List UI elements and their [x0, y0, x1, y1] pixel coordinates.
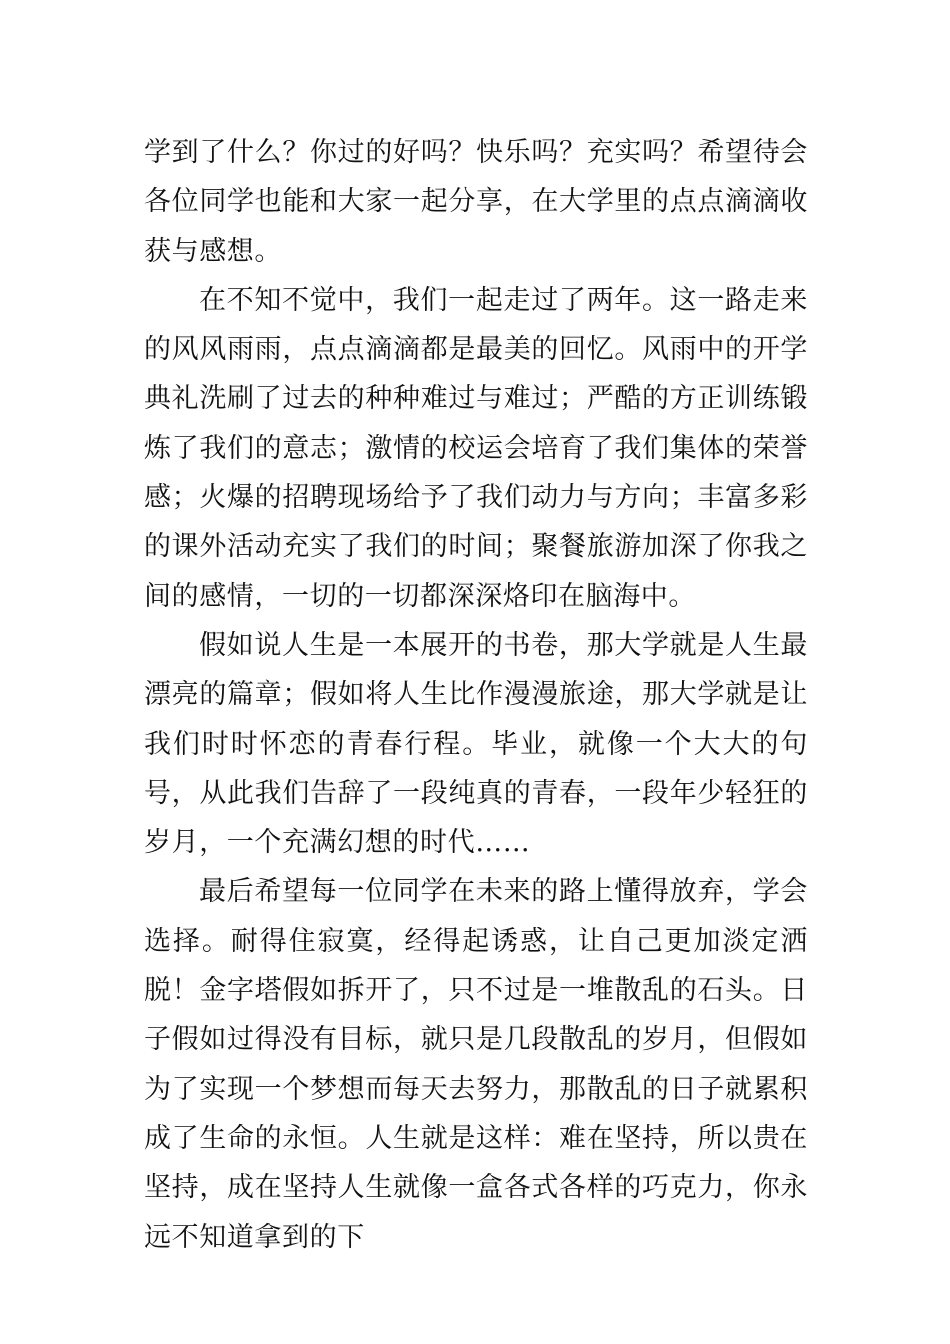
- document-body: [144, 128, 808, 1262]
- paragraph-3: 假如说人生是一本展开的书卷，那大学就是人生最漂亮的篇章；假如将人生比作漫漫旅途，那大学就是让我们时时怀恋的青春行程。毕业，就像一个大大的句号，从此我们告辞了一段纯真的青春，一段年少轻狂的岁月，一个充满幻想的时代……: [144, 629, 808, 859]
- paragraph-1: 学到了什么？你过的好吗？快乐吗？充实吗？希望待会各位同学也能和大家一起分享，在大学里的点点滴滴收获与感想。: [144, 137, 808, 267]
- paragraph-2: 在不知不觉中，我们一起走过了两年。这一路走来的风风雨雨，点点滴滴都是最美的回忆。风雨中的开学典礼洗刷了过去的种种难过与难过；严酷的方正训练锻炼了我们的意志；激情的校运会培育了我们集体的荣誉感；火爆的招聘现场给予了我们动力与方向；丰富多彩的课外活动充实了我们的时间；聚餐旅游加深了你我之间的感情，一切的一切都深深烙印在脑海中。: [144, 284, 808, 612]
- paragraph-4: 最后希望每一位同学在未来的路上懂得放弃，学会选择。耐得住寂寞，经得起诱惑，让自己更加淡定洒脱！金字塔假如拆开了，只不过是一堆散乱的石头。日子假如过得没有目标，就只是几段散乱的岁月，但假如为了实现一个梦想而每天去努力，那散乱的日子就累积成了生命的永恒。人生就是这样：难在坚持，所以贵在坚持，成在坚持人生就像一盒各式各样的巧克力，你永远不知道拿到的下: [144, 876, 808, 1253]
